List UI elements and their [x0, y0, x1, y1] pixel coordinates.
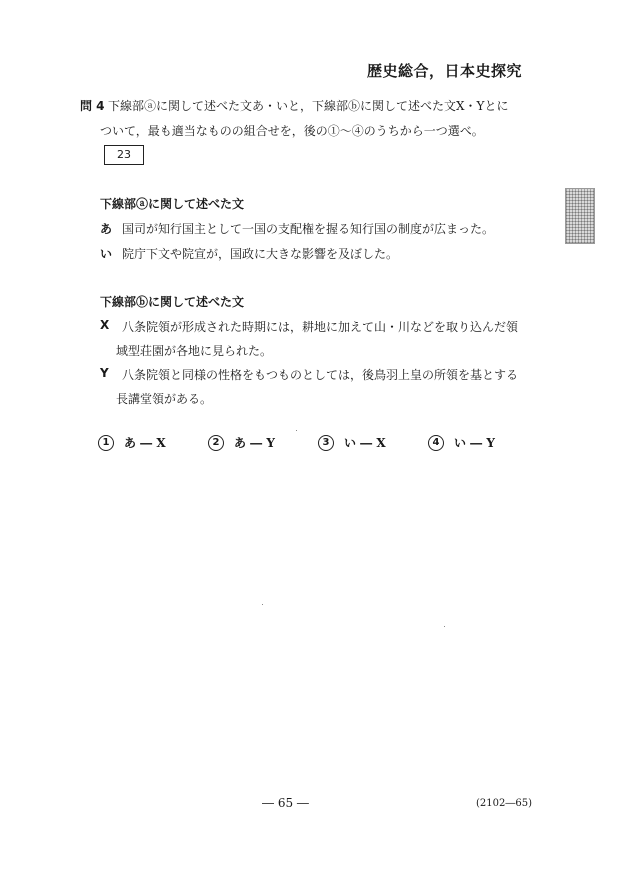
scan-speck — [262, 604, 263, 605]
statement-i-text: 院庁下文や院宣が，国政に大きな影響を及ぼした。 — [122, 247, 399, 261]
section-a-title: 下線部ⓐに関して述べた文 — [100, 197, 245, 211]
question-text-line-1: 下線部ⓐに関して述べた文あ・いと，下線部ⓑに関して述べた文X・Yとに — [108, 99, 509, 113]
statement-y-text-line-1: 八条院領と同様の性格をもつものとしては，後鳥羽上皇の所領を基とする — [122, 368, 519, 382]
scan-speck — [444, 626, 445, 627]
choice-2-number: 2 — [208, 435, 224, 451]
choice-2-value: あ ― Y — [234, 436, 275, 450]
choice-4 — [428, 434, 495, 451]
statement-y-mark: Y — [100, 366, 109, 380]
statement-a-text: 国司が知行国主として一国の支配権を握る知行国の制度が広まった。 — [122, 222, 495, 236]
side-index-tab — [565, 188, 595, 244]
statement-x-text-line-1: 八条院領が形成された時期には，耕地に加えて山・川などを取り込んだ領 — [122, 320, 519, 334]
choice-3-number: 3 — [318, 435, 334, 451]
subject-header: 歴史総合，日本史探究 — [366, 62, 522, 80]
statement-x-mark: X — [100, 318, 110, 332]
question-label: 問 4 — [80, 99, 105, 113]
section-b-title: 下線部ⓑに関して述べた文 — [100, 295, 245, 309]
choice-1-value: あ ― X — [124, 436, 166, 450]
page-number: ― 65 ― — [262, 796, 309, 810]
statement-a-mark: あ — [100, 222, 113, 236]
choice-3-value: い ― X — [344, 436, 386, 450]
answer-number-box: 23 — [104, 145, 144, 165]
choice-3 — [318, 434, 386, 451]
statement-y-text-line-2: 長講堂領がある。 — [116, 392, 213, 406]
scan-speck — [296, 430, 297, 431]
choice-1-number: 1 — [98, 435, 114, 451]
choice-2 — [208, 434, 275, 451]
question-text-line-2: ついて，最も適当なものの組合せを，後の①〜④のうちから一つ選べ。 — [100, 124, 484, 138]
choice-4-value: い ― Y — [454, 436, 495, 450]
statement-x-text-line-2: 域型荘園が各地に見られた。 — [116, 344, 273, 358]
choice-4-number: 4 — [428, 435, 444, 451]
statement-i-mark: い — [100, 247, 113, 261]
document-code: (2102―65) — [476, 798, 532, 809]
choice-1 — [98, 434, 166, 451]
